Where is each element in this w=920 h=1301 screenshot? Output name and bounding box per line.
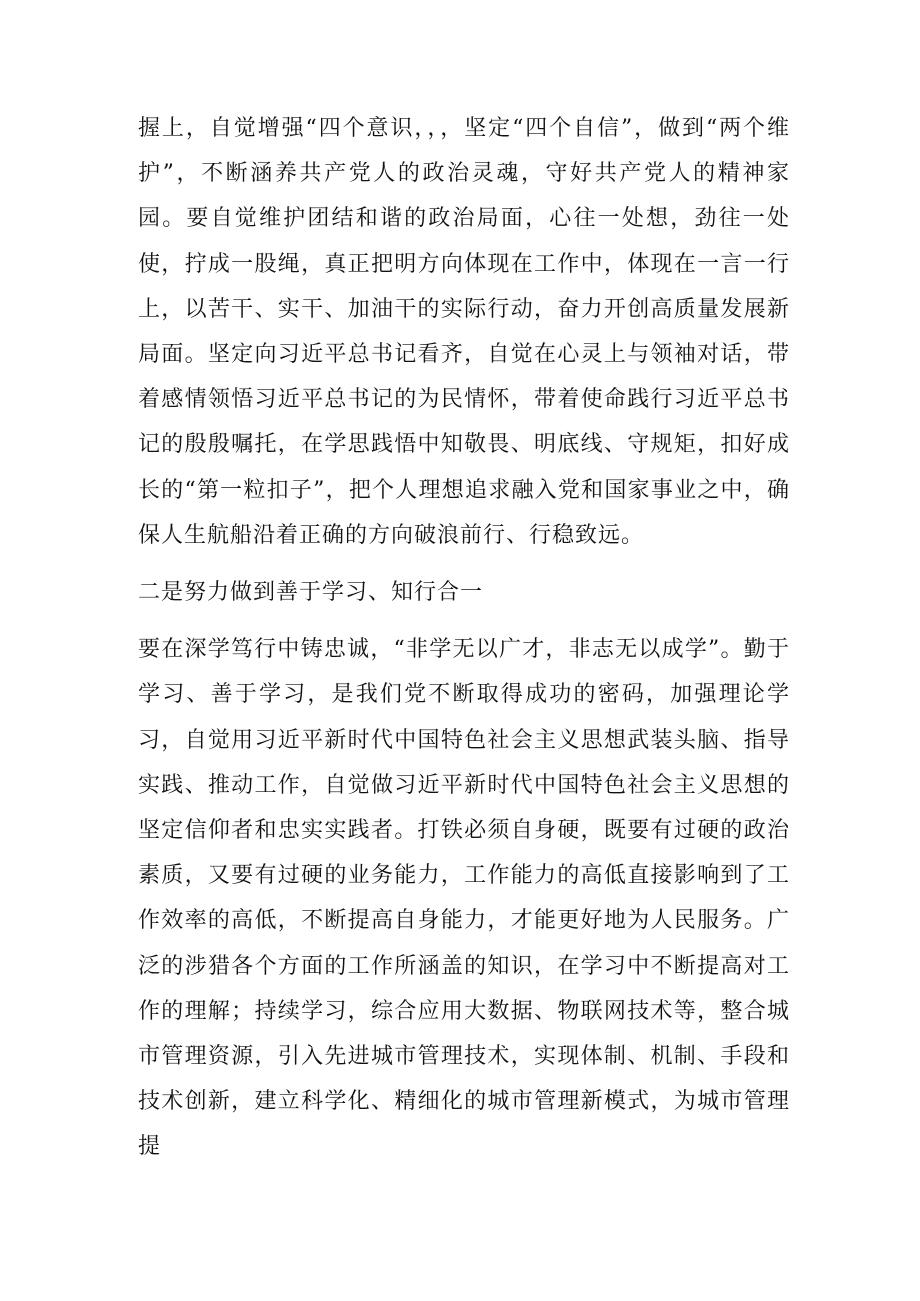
- document-body: [138, 106, 790, 1170]
- body-paragraph-political-loyalty: 握上，自觉增强“四个意识，，，坚定“四个自信”，做到“两个维护”，不断涵养共产党人的政治灵魂，守好共产党人的精神家园。要自觉维护团结和谐的政治局面，心往一处想，劲往一处使，拧成一股绳，真正把明方向体现在工作中，体现在一言一行上，以苦干、实干、加油干的实际行动，奋力开创高质量发展新局面。坚定向习近平总书记看齐，自觉在心灵上与领袖对话，带着感情领悟习近平总书记的为民情怀，带着使命践行习近平总书记的殷殷嘱托，在学思践悟中知敬畏、明底线、守规矩，扣好成长的“第一粒扣子”，把个人理想追求融入党和国家事业之中，确保人生航船沿着正确的方向破浪前行、行稳致远。: [138, 116, 790, 548]
- body-paragraph-study: 要在深学笃行中铸忠诚，“非学无以广才，非志无以成学”。勤于学习、善于学习，是我们党不断取得成功的密码，加强理论学习，自觉用习近平新时代中国特色社会主义思想武装头脑、指导实践、推动工作，自觉做习近平新时代中国特色社会主义思想的坚定信仰者和忠实实践者。打铁必须自身硬，既要有过硬的政治素质，又要有过硬的业务能力，工作能力的高低直接影响到了工作效率的高低，不断提高自身能力，才能更好地为人民服务。广泛的涉猎各个方面的工作所涵盖的知识，在学习中不断提高对工作的理解；持续学习，综合应用大数据、物联网技术等，整合城市管理资源，引入先进城市管理技术，实现体制、机制、手段和技术创新，建立科学化、精细化的城市管理新模式，为城市管理提: [138, 637, 790, 1160]
- section-heading-study: 二是努力做到善于学习、知行合一: [138, 580, 484, 606]
